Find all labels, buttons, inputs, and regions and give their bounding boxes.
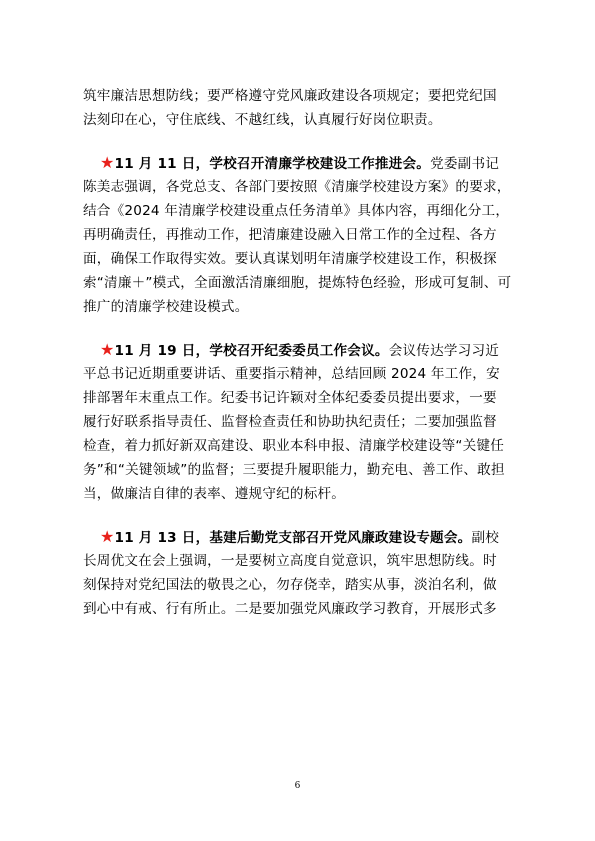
news-item-text: 副校 xyxy=(471,530,500,546)
news-item-lead: 11 月 19 日，学校召开纪委委员工作会议。 xyxy=(114,343,389,359)
text-line: 筑牢廉洁思想防线；要严格遵守党风廉政建设各项规定；要把党纪国 xyxy=(83,88,497,104)
news-item-lead: 11 月 11 日，学校召开清廉学校建设工作推进会。 xyxy=(114,156,431,172)
text-line: 务”和“关键领域”的监督；三要提升履职能力，勤充电、善工作、敢担 xyxy=(83,462,505,478)
page-body xyxy=(83,84,513,640)
news-item-nov-11 xyxy=(83,151,513,319)
text-line: 排部署年末重点工作。纪委书记许颖对全体纪委委员提出要求，一要 xyxy=(83,390,497,406)
red-star-icon: ★ xyxy=(100,153,115,172)
news-item-heading-line xyxy=(83,525,513,549)
text-line: 再明确责任，再推动工作，把清廉建设融入日常工作的全过程、各方 xyxy=(83,227,497,243)
news-item-nov-19 xyxy=(83,338,513,506)
red-star-icon: ★ xyxy=(100,527,115,546)
text-line: 到心中有戒、行有所止。二是要加强党风廉政学习教育，开展形式多 xyxy=(83,601,497,617)
text-line: 检查，着力抓好新双高建设、职业本科申报、清廉学校建设等“关键任 xyxy=(83,438,505,454)
news-item-text: 会议传达学习习近 xyxy=(388,343,500,359)
text-line: 索“清廉＋”模式，全面激活清廉细胞，提炼特色经验，形成可复制、可 xyxy=(83,275,512,291)
text-line: 履行好联系指导责任、监督检查责任和协助执纪责任；二要加强监督 xyxy=(83,414,497,430)
text-line: 刻保持对党纪国法的敬畏之心，勿存侥幸，踏实从事，淡泊名利，做 xyxy=(83,577,497,593)
paragraph-continued xyxy=(83,84,513,132)
text-line: 长周优文在会上强调，一是要树立高度自觉意识，筑牢思想防线。时 xyxy=(83,553,497,569)
text-line: 平总书记近期重要讲话、重要指示精神，总结回顾 2024 年工作，安 xyxy=(83,366,500,382)
text-line: 结合《2024 年清廉学校建设重点任务清单》具体内容，再细化分工， xyxy=(83,203,510,219)
red-star-icon: ★ xyxy=(100,340,115,359)
news-item-heading-line xyxy=(83,151,513,175)
news-item-heading-line xyxy=(83,338,513,362)
news-item-nov-13 xyxy=(83,525,513,621)
text-line: 陈美志强调，各党总支、各部门要按照《清廉学校建设方案》的要求， xyxy=(83,179,511,195)
text-line: 推广的清廉学校建设模式。 xyxy=(83,299,249,315)
news-item-lead: 11 月 13 日，基建后勤党支部召开党风廉政建设专题会。 xyxy=(114,530,472,546)
page-number: 6 xyxy=(294,781,301,791)
text-line: 当，做廉洁自律的表率、遵规守纪的标杆。 xyxy=(83,486,346,502)
text-line: 面，确保工作取得实效。要认真谋划明年清廉学校建设工作，积极探 xyxy=(83,251,497,267)
news-item-text: 党委副书记 xyxy=(430,156,500,172)
text-line: 法刻印在心，守住底线、不越红线，认真履行好岗位职责。 xyxy=(83,112,442,128)
